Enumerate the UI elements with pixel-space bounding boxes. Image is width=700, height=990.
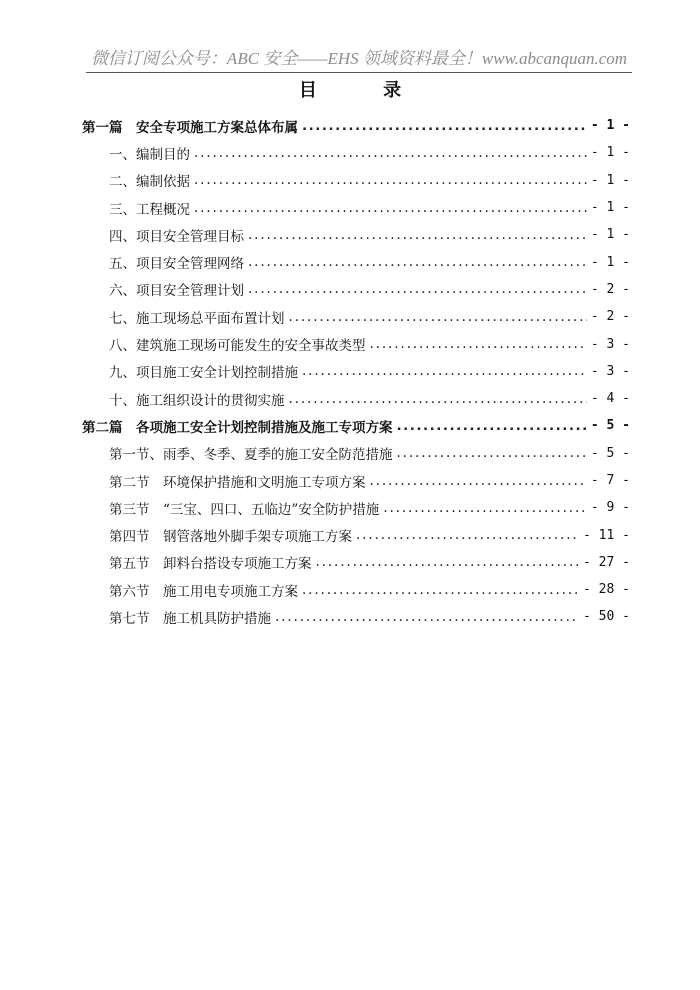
toc-section-entry[interactable]: [82, 576, 630, 603]
toc-section-entry[interactable]: [82, 303, 630, 330]
toc-section-entry[interactable]: [82, 248, 630, 275]
toc-dot-leader: [289, 309, 587, 325]
toc-page-number: - 5 -: [590, 418, 630, 434]
toc-entry-label: 三、工程概况: [109, 201, 190, 218]
toc-dot-leader: [194, 200, 587, 216]
toc-page-number: - 9 -: [590, 500, 630, 516]
toc-section-entry[interactable]: [82, 358, 630, 385]
toc-page-number: - 1 -: [590, 172, 630, 188]
toc-page-number: - 2 -: [590, 281, 630, 297]
toc-dot-leader: [370, 473, 587, 489]
toc-entry-label: 八、建筑施工现场可能发生的安全事故类型: [109, 338, 366, 355]
toc-section-entry[interactable]: [82, 276, 630, 303]
toc-dot-leader: [248, 281, 587, 297]
toc-page-number: - 27 -: [583, 554, 630, 570]
toc-entry-label: 四、项目安全管理目标: [109, 228, 244, 245]
toc-dot-leader: [397, 418, 587, 434]
toc-dot-leader: [289, 391, 587, 407]
toc-dot-leader: [194, 145, 587, 161]
toc-page-number: - 1 -: [590, 227, 630, 243]
toc-section-entry[interactable]: [82, 440, 630, 467]
toc-dot-leader: [316, 554, 580, 570]
toc-page-number: - 4 -: [590, 391, 630, 407]
toc-section-entry[interactable]: [82, 385, 630, 412]
toc-entry-label: 第六节 施工用电专项施工方案: [109, 583, 298, 600]
toc-entry-label: 五、项目安全管理网络: [109, 256, 244, 273]
toc-dot-leader: [248, 254, 587, 270]
toc-entry-label: 第四节 钢管落地外脚手架专项施工方案: [109, 529, 352, 546]
toc-dot-leader: [397, 445, 587, 461]
toc-dot-leader: [383, 500, 587, 516]
toc-page-number: - 1 -: [590, 200, 630, 216]
toc-entry-label: 十、施工组织设计的贯彻实施: [109, 392, 285, 409]
toc-page-number: - 28 -: [583, 582, 630, 598]
toc-page-number: - 3 -: [590, 336, 630, 352]
toc-section-entry[interactable]: [82, 549, 630, 576]
toc-entry-label: 第七节 施工机具防护措施: [109, 610, 271, 627]
toc-entry-label: 第三节 “三宝、四口、五临边”安全防护措施: [109, 501, 380, 518]
toc-section-entry[interactable]: [82, 494, 630, 521]
toc-entry-label: 一、编制目的: [109, 146, 190, 163]
toc-dot-leader: [302, 582, 579, 598]
toc-page-number: - 11 -: [583, 527, 630, 543]
toc-dot-leader: [302, 118, 587, 134]
toc-page-number: - 3 -: [590, 363, 630, 379]
toc-page-number: - 1 -: [590, 118, 630, 134]
toc-section-entry[interactable]: [82, 194, 630, 221]
toc-section-entry[interactable]: [82, 221, 630, 248]
toc-page-number: - 7 -: [590, 473, 630, 488]
toc-section-entry[interactable]: [82, 603, 630, 630]
toc-dot-leader: [302, 363, 587, 379]
toc-part-entry[interactable]: [82, 112, 630, 139]
toc-section-entry[interactable]: [82, 139, 630, 166]
toc-dot-leader: [370, 336, 587, 352]
toc-part-entry[interactable]: [82, 412, 630, 439]
page-header: 微信订阅公众号：ABC 安全——EHS 领域资料最全！www.abcanquan.com: [86, 48, 632, 73]
toc-section-entry[interactable]: [82, 330, 630, 357]
toc-page-number: - 50 -: [583, 609, 630, 625]
toc-section-entry[interactable]: [82, 521, 630, 548]
toc-entry-label: 第二节 环境保护措施和文明施工专项方案: [109, 474, 366, 491]
toc-dot-leader: [275, 609, 579, 625]
toc-dot-leader: [248, 227, 587, 243]
toc-page-number: - 1 -: [590, 254, 630, 270]
toc-page-number: - 1 -: [590, 145, 630, 161]
toc-entry-label: 七、施工现场总平面布置计划: [109, 310, 285, 327]
toc-entry-label: 第二篇 各项施工安全计划控制措施及施工专项方案: [82, 419, 393, 436]
toc-dot-leader: [356, 527, 579, 543]
toc-title: 目 录: [298, 80, 432, 101]
toc-entry-label: 第五节 卸料台搭设专项施工方案: [109, 556, 312, 573]
toc-page-number: - 5 -: [590, 445, 630, 461]
table-of-contents: [82, 112, 630, 631]
toc-entry-label: 第一篇 安全专项施工方案总体布属: [82, 119, 298, 136]
toc-dot-leader: [194, 172, 587, 188]
toc-entry-label: 六、项目安全管理计划: [109, 283, 244, 300]
toc-section-entry[interactable]: [82, 467, 630, 494]
toc-entry-label: 二、编制依据: [109, 174, 190, 191]
toc-section-entry[interactable]: [82, 167, 630, 194]
toc-entry-label: 九、项目施工安全计划控制措施: [109, 365, 298, 382]
toc-page-number: - 2 -: [590, 309, 630, 325]
toc-entry-label: 第一节、雨季、冬季、夏季的施工安全防范措施: [109, 447, 393, 464]
